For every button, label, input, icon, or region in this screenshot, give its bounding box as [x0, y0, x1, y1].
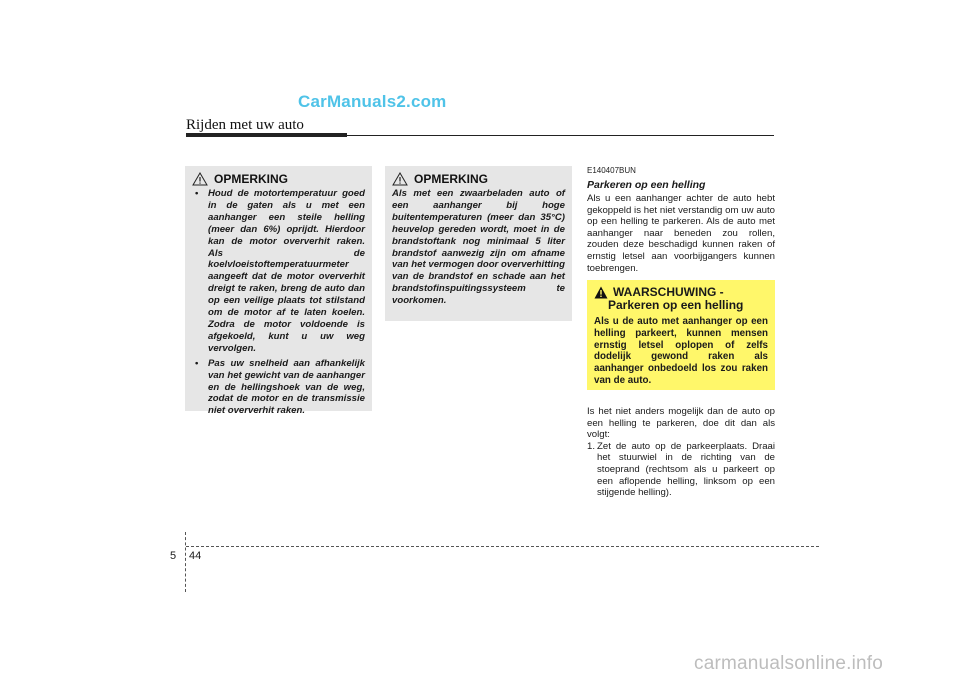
note-title: OPMERKING	[414, 172, 489, 186]
note-header	[192, 172, 365, 186]
warning-box	[587, 280, 775, 390]
caution-triangle-icon	[192, 172, 208, 186]
header-rule-thick	[186, 133, 347, 137]
warning-text: Als u de auto met aanhanger op een helling parkeert, kunnen mensen ernstig letsel oplopen of zelfs dodelijk gewond raken als aanhanger onbedoeld los zou raken van de auto.	[594, 316, 768, 386]
section-parking-steps	[587, 404, 775, 499]
step-item: 1. Zet de auto op de parkeerplaats. Draai het stuurwiel in de richting van de stoeprand (rechtsom als u parkeert op een aflopende helling, linksom op een stijgende helling).	[587, 440, 775, 499]
note-item: • Pas uw snelheid aan afhankelijk van het gewicht van de aanhanger en de hellingshoek van de weg, zodat de motor en de transmissie niet oververhit raken.	[195, 357, 365, 417]
footer-divider	[186, 546, 819, 547]
warning-triangle-icon	[594, 286, 608, 299]
watermark-logo-bottom[interactable]: carmanualsonline.info	[694, 653, 884, 674]
section-code: E140407BUN	[587, 166, 636, 175]
section-subheading: Parkeren op een helling	[587, 179, 706, 191]
steps-intro: Is het niet anders mogelijk dan de auto op een helling te parkeren, doe dit dan als volgt:	[587, 406, 775, 441]
note-box-temperature	[185, 166, 372, 417]
warning-subtitle: Parkeren op een helling	[608, 298, 744, 312]
note-list	[192, 188, 365, 417]
header-rule-thin	[347, 135, 774, 136]
caution-triangle-icon	[392, 172, 408, 186]
note-title: OPMERKING	[214, 172, 289, 186]
section-intro: Als u een aanhanger achter de auto hebt gekoppeld is het niet verstandig om uw auto op een helling te parkeren. Als de auto met aanhanger naar beneden zou rollen, zouden deze beschadigd kunnen raken of ernstig letsel aan voorbijgangers kunnen toebrengen.	[587, 193, 775, 274]
page-section-title: Rijden met uw auto	[186, 117, 304, 133]
footer-page-divider	[185, 532, 186, 592]
note-header	[392, 172, 565, 186]
note-item: • Houd de motortemperatuur goed in de gaten als u met een aanhanger een steile helling (meer dan 6%) oprijdt. Hierdoor kan de motor oververhit raken. Als de koelvloeistoftemperatuurmeter aangeeft dat de motor oververhit dreigt te raken, breng de auto dan op een veilige plaats tot stilstand om de motor af te laten koelen. Zodra de motor voldoende is afgekoeld, kunt u uw weg vervolgen.	[195, 188, 365, 354]
page-number: 44	[189, 550, 202, 562]
chapter-number: 5	[170, 550, 177, 562]
note-text: Als met een zwaarbeladen auto of een aanhanger bij hoge buitentemperaturen (meer dan 35°C) heuvelop gereden wordt, moet in de brandstoftank nog minimaal 5 liter brandstof aanwezig zijn om afname van het vermogen door oververhitting van de brandstof en schade aan het brandstofinspuitingssysteem te voorkomen.	[392, 188, 565, 307]
note-box-fuel	[385, 166, 572, 321]
warning-title: WAARSCHUWING -	[613, 285, 724, 299]
section-parking-slope	[587, 166, 775, 274]
watermark-logo-top[interactable]: CarManuals2.com	[298, 92, 447, 111]
